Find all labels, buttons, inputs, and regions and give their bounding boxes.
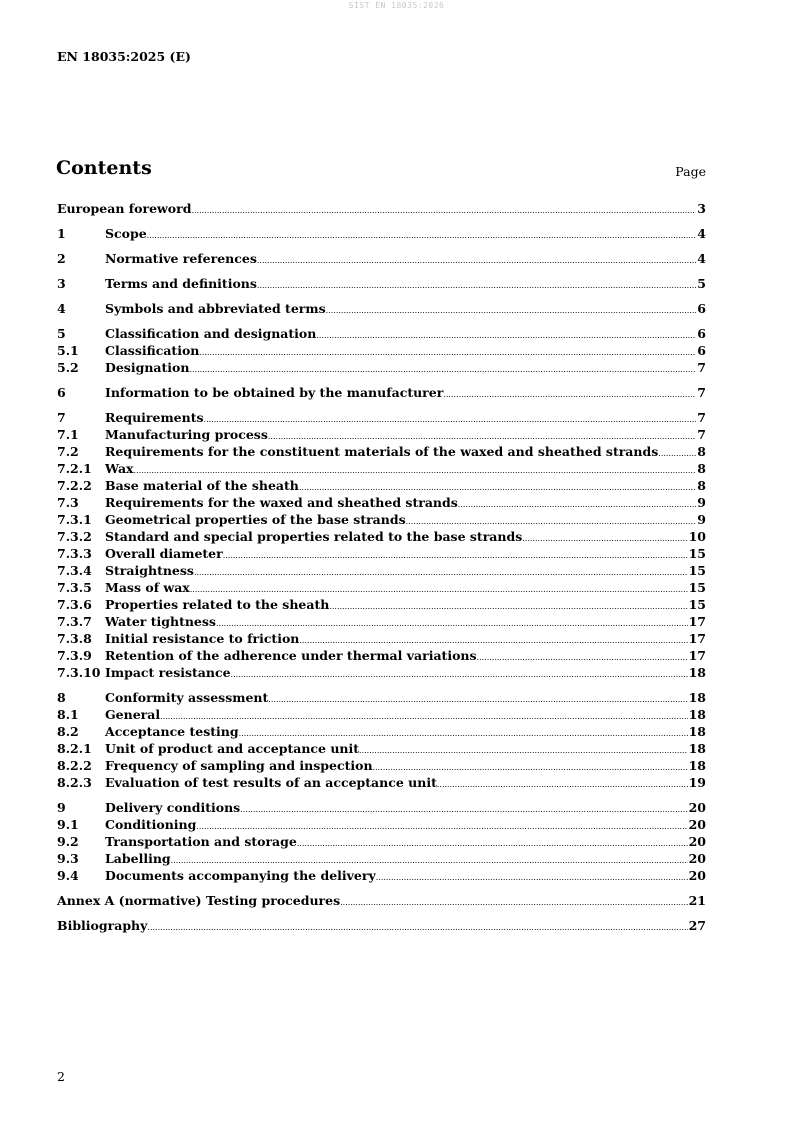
toc-dot-leader xyxy=(458,496,697,513)
toc-entry[interactable] xyxy=(57,892,706,909)
toc-dot-leader xyxy=(223,547,688,564)
toc-entry-title: Conditioning xyxy=(105,817,197,832)
toc-entry[interactable] xyxy=(57,200,706,217)
toc-entry-number: 8 xyxy=(57,690,66,705)
toc-dot-leader xyxy=(191,202,696,219)
toc-entry[interactable] xyxy=(57,477,706,494)
toc-entry-title: Classification xyxy=(105,343,200,358)
toc-entry-page: 15 xyxy=(688,597,706,612)
toc-dot-leader xyxy=(240,801,687,818)
toc-dot-leader xyxy=(326,302,697,319)
toc-entry-number: 9.4 xyxy=(57,868,79,883)
toc-entry-page: 20 xyxy=(688,800,706,815)
toc-entry[interactable] xyxy=(57,528,706,545)
toc-entry-title: Designation xyxy=(105,360,190,375)
toc-entry-title: Requirements for the constituent materials of the waxed and sheathed strands xyxy=(105,444,659,459)
toc-entry-title: Evaluation of test results of an acceptance unit xyxy=(105,775,437,790)
toc-entry[interactable] xyxy=(57,250,706,267)
toc-entry[interactable] xyxy=(57,613,706,630)
toc-entry[interactable] xyxy=(57,647,706,664)
toc-entry-page: 18 xyxy=(688,741,706,756)
toc-entry-number: 8.2 xyxy=(57,724,79,739)
toc-entry-title: Impact resistance xyxy=(105,665,231,680)
toc-entry-number: 7.3.5 xyxy=(57,580,92,595)
toc-entry-number: 1 xyxy=(57,226,66,241)
toc-dot-leader xyxy=(522,530,687,547)
toc-entry[interactable] xyxy=(57,723,706,740)
toc-entry-title: Unit of product and acceptance unit xyxy=(105,741,360,756)
toc-entry[interactable] xyxy=(57,757,706,774)
toc-entry-page: 7 xyxy=(697,427,706,442)
toc-entry[interactable] xyxy=(57,460,706,477)
toc-entry-number: 5.1 xyxy=(57,343,79,358)
toc-entry[interactable] xyxy=(57,596,706,613)
toc-entry[interactable] xyxy=(57,833,706,850)
toc-entry-number: 7.3.9 xyxy=(57,648,92,663)
toc-dot-leader xyxy=(443,386,696,403)
toc-entry-title: General xyxy=(105,707,161,722)
toc-dot-leader xyxy=(147,919,687,936)
toc-entry-page: 8 xyxy=(697,444,706,459)
toc-dot-leader xyxy=(359,742,688,759)
toc-entry-title: Conformity assessment xyxy=(105,690,269,705)
toc-entry[interactable] xyxy=(57,740,706,757)
toc-entry-number: 4 xyxy=(57,301,66,316)
toc-entry[interactable] xyxy=(57,774,706,791)
toc-entry-title: Straightness xyxy=(105,563,194,578)
toc-entry-page: 4 xyxy=(697,251,706,266)
toc-dot-leader xyxy=(257,277,696,294)
toc-entry-number: 9.1 xyxy=(57,817,79,832)
toc-entry[interactable] xyxy=(57,409,706,426)
page-number: 2 xyxy=(57,1069,65,1084)
toc-dot-leader xyxy=(329,598,687,615)
toc-entry-title: Transportation and storage xyxy=(105,834,297,849)
toc-entry[interactable] xyxy=(57,511,706,528)
toc-entry[interactable] xyxy=(57,275,706,292)
toc-entry-title: Acceptance testing xyxy=(105,724,239,739)
toc-entry-title: European foreword xyxy=(57,201,192,216)
toc-entry[interactable] xyxy=(57,917,706,934)
toc-entry-page: 15 xyxy=(688,563,706,578)
toc-entry-title: Delivery conditions xyxy=(105,800,241,815)
toc-entry-title: Overall diameter xyxy=(105,546,223,561)
toc-entry-page: 6 xyxy=(697,326,706,341)
toc-entry-number: 6 xyxy=(57,385,66,400)
toc-entry[interactable] xyxy=(57,579,706,596)
toc-entry[interactable] xyxy=(57,426,706,443)
toc-entry-title: Retention of the adherence under thermal variations xyxy=(105,648,477,663)
toc-entry-title: Manufacturing process xyxy=(105,427,268,442)
toc-entry-number: 3 xyxy=(57,276,66,291)
toc-entry-page: 7 xyxy=(697,360,706,375)
toc-entry-title: Geometrical properties of the base strands xyxy=(105,512,406,527)
toc-entry-page: 3 xyxy=(697,201,706,216)
toc-entry-number: 5 xyxy=(57,326,66,341)
toc-dot-leader xyxy=(160,708,687,725)
toc-entry-number: 2 xyxy=(57,251,66,266)
toc-dot-leader xyxy=(231,666,688,683)
toc-entry[interactable] xyxy=(57,300,706,317)
toc-entry-title: Water tightness xyxy=(105,614,216,629)
toc-entry[interactable] xyxy=(57,799,706,816)
toc-entry-page: 19 xyxy=(688,775,706,790)
toc-dot-leader xyxy=(376,869,688,886)
toc-entry-title: Annex A (normative) Testing procedures xyxy=(57,893,341,908)
toc-entry-page: 8 xyxy=(697,461,706,476)
toc-entry-number: 9.2 xyxy=(57,834,79,849)
toc-entry-number: 8.1 xyxy=(57,707,79,722)
toc-entry-page: 20 xyxy=(688,834,706,849)
toc-entry-page: 6 xyxy=(697,301,706,316)
contents-heading: Contents xyxy=(56,157,152,179)
toc-entry-page: 20 xyxy=(688,868,706,883)
toc-entry-title: Initial resistance to friction xyxy=(105,631,300,646)
toc-dot-leader xyxy=(658,445,696,462)
toc-entry-page: 7 xyxy=(697,385,706,400)
toc-entry-page: 18 xyxy=(688,690,706,705)
toc-entry-title: Information to be obtained by the manufacturer xyxy=(105,385,444,400)
toc-entry-page: 9 xyxy=(697,512,706,527)
toc-entry-page: 15 xyxy=(688,546,706,561)
toc-dot-leader xyxy=(189,361,696,378)
toc-entry-page: 18 xyxy=(688,758,706,773)
toc-entry-number: 7.3.1 xyxy=(57,512,92,527)
toc-entry-number: 7.3.6 xyxy=(57,597,92,612)
toc-dot-leader xyxy=(297,835,688,852)
toc-entry[interactable] xyxy=(57,443,706,460)
toc-entry[interactable] xyxy=(57,225,706,242)
toc-entry-title: Base material of the sheath xyxy=(105,478,299,493)
toc-entry-page: 6 xyxy=(697,343,706,358)
toc-entry-number: 7.3.8 xyxy=(57,631,92,646)
toc-entry-page: 15 xyxy=(688,580,706,595)
toc-entry-number: 9 xyxy=(57,800,66,815)
toc-entry[interactable] xyxy=(57,664,706,681)
toc-entry[interactable] xyxy=(57,706,706,723)
toc-entry-title: Classification and designation xyxy=(105,326,317,341)
toc-entry-number: 7.2.1 xyxy=(57,461,92,476)
toc-entry[interactable] xyxy=(57,630,706,647)
toc-entry-title: Scope xyxy=(105,226,147,241)
toc-entry-page: 17 xyxy=(688,631,706,646)
toc-entry-page: 18 xyxy=(688,707,706,722)
toc-entry-number: 7.3.3 xyxy=(57,546,92,561)
toc-entry[interactable] xyxy=(57,850,706,867)
toc-entry-page: 8 xyxy=(697,478,706,493)
toc-dot-leader xyxy=(257,252,696,269)
toc-entry-number: 8.2.1 xyxy=(57,741,92,756)
toc-entry-page: 20 xyxy=(688,817,706,832)
toc-entry-page: 21 xyxy=(688,893,706,908)
toc-entry-number: 7.3.10 xyxy=(57,665,101,680)
toc-entry-page: 10 xyxy=(688,529,706,544)
toc-entry[interactable] xyxy=(57,325,706,342)
toc-entry-page: 4 xyxy=(697,226,706,241)
toc-entry-title: Mass of wax xyxy=(105,580,190,595)
toc-entry[interactable] xyxy=(57,359,706,376)
toc-entry[interactable] xyxy=(57,816,706,833)
toc-entry-page: 20 xyxy=(688,851,706,866)
toc-entry-number: 9.3 xyxy=(57,851,79,866)
toc-entry-page: 17 xyxy=(688,614,706,629)
toc-entry-number: 8.2.2 xyxy=(57,758,92,773)
toc-entry-title: Wax xyxy=(105,461,134,476)
toc-entry-title: Requirements xyxy=(105,410,204,425)
toc-entry[interactable] xyxy=(57,545,706,562)
toc-entry[interactable] xyxy=(57,867,706,884)
toc-entry-number: 8.2.3 xyxy=(57,775,92,790)
toc-entry-title: Properties related to the sheath xyxy=(105,597,330,612)
toc-dot-leader xyxy=(147,227,697,244)
toc-dot-leader xyxy=(340,894,687,911)
toc-entry[interactable] xyxy=(57,342,706,359)
toc-entry-number: 7.2 xyxy=(57,444,79,459)
toc-entry-page: 7 xyxy=(697,410,706,425)
toc-entry-number: 7.1 xyxy=(57,427,79,442)
toc-entry-number: 7.2.2 xyxy=(57,478,92,493)
toc-entry-title: Symbols and abbreviated terms xyxy=(105,301,326,316)
toc-entry[interactable] xyxy=(57,384,706,401)
toc-entry-page: 9 xyxy=(697,495,706,510)
page-column-label: Page xyxy=(675,164,706,179)
toc-dot-leader xyxy=(194,564,688,581)
toc-entry-title: Frequency of sampling and inspection xyxy=(105,758,373,773)
watermark: SIST EN 18035:2026 xyxy=(348,1,445,10)
toc-entry-page: 18 xyxy=(688,665,706,680)
toc-entry[interactable] xyxy=(57,494,706,511)
toc-entry[interactable] xyxy=(57,689,706,706)
toc-entry-page: 5 xyxy=(697,276,706,291)
toc-entry-page: 17 xyxy=(688,648,706,663)
toc-entry-number: 7.3.2 xyxy=(57,529,92,544)
toc-entry-number: 7.3.7 xyxy=(57,614,92,629)
toc-entry-number: 7.3 xyxy=(57,495,79,510)
toc-dot-leader xyxy=(477,649,688,666)
toc-entry-number: 5.2 xyxy=(57,360,79,375)
toc-entry-number: 7 xyxy=(57,410,66,425)
toc-entry[interactable] xyxy=(57,562,706,579)
document-identifier: EN 18035:2025 (E) xyxy=(57,49,191,64)
table-of-contents xyxy=(57,200,706,934)
toc-dot-leader xyxy=(437,776,688,793)
toc-entry-title: Normative references xyxy=(105,251,257,266)
toc-entry-page: 18 xyxy=(688,724,706,739)
toc-dot-leader xyxy=(204,411,697,428)
toc-entry-page: 27 xyxy=(688,918,706,933)
toc-entry-number: 7.3.4 xyxy=(57,563,92,578)
toc-entry-title: Labelling xyxy=(105,851,171,866)
toc-dot-leader xyxy=(199,344,696,361)
toc-entry-title: Terms and definitions xyxy=(105,276,257,291)
toc-dot-leader xyxy=(268,691,687,708)
toc-dot-leader xyxy=(316,327,696,344)
toc-entry-title: Standard and special properties related to the base strands xyxy=(105,529,523,544)
toc-entry-title: Requirements for the waxed and sheathed strands xyxy=(105,495,458,510)
toc-entry-title: Documents accompanying the delivery xyxy=(105,868,376,883)
toc-entry-title: Bibliography xyxy=(57,918,148,933)
